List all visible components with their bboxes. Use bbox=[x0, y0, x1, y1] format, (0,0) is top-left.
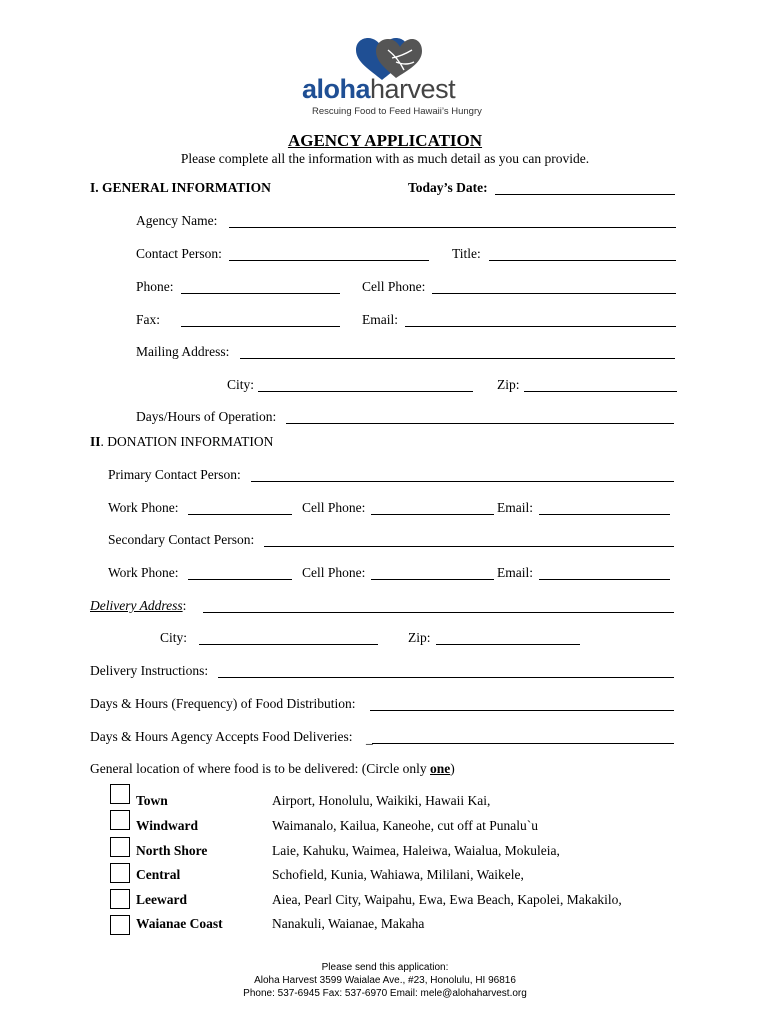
primary-contact-label: Primary Contact Person: bbox=[108, 467, 241, 482]
location-name-leeward: Leeward bbox=[136, 892, 187, 907]
delivery-address-colon: : bbox=[182, 598, 187, 613]
location-name-town: Town bbox=[136, 793, 168, 808]
fax-label: Fax: bbox=[136, 312, 161, 327]
email-field-2[interactable] bbox=[539, 579, 670, 580]
footer-line-3: Phone: 537-6945 Fax: 537-6970 Email: mele@alohaharvest.org bbox=[243, 988, 527, 999]
location-question-post: ) bbox=[450, 761, 455, 776]
mailing-address-field[interactable] bbox=[240, 358, 675, 359]
section2-heading bbox=[90, 434, 273, 450]
email-label-1: Email: bbox=[497, 500, 533, 515]
accepts-deliveries-field[interactable] bbox=[372, 743, 674, 744]
location-areas-north-shore: Laie, Kahuku, Waimea, Haleiwa, Waialua, Mokuleia, bbox=[272, 843, 560, 858]
delivery-address-text: Delivery Address bbox=[90, 598, 183, 613]
location-name-windward: Windward bbox=[136, 818, 199, 833]
days-hours-field[interactable] bbox=[286, 423, 674, 424]
cell-phone-field[interactable] bbox=[432, 293, 676, 294]
frequency-label: Days & Hours (Frequency) of Food Distribution: bbox=[90, 696, 356, 711]
delivery-zip-field[interactable] bbox=[436, 644, 580, 645]
brand-harvest: harvest bbox=[370, 74, 456, 104]
zip-label: Zip: bbox=[497, 377, 520, 392]
location-checkbox-central[interactable] bbox=[110, 863, 130, 883]
city-field[interactable] bbox=[258, 391, 473, 392]
location-checkbox-town[interactable] bbox=[110, 784, 130, 804]
delivery-zip-label: Zip: bbox=[408, 630, 431, 645]
location-areas-waianae-coast: Nanakuli, Waianae, Makaha bbox=[272, 916, 425, 931]
section2-heading-num: II bbox=[90, 434, 101, 449]
location-areas-town: Airport, Honolulu, Waikiki, Hawaii Kai, bbox=[272, 793, 491, 808]
mailing-address-label: Mailing Address: bbox=[136, 344, 230, 359]
delivery-address-field[interactable] bbox=[203, 612, 674, 613]
agency-name-field[interactable] bbox=[229, 227, 676, 228]
page-subtitle: Please complete all the information with as much detail as you can provide. bbox=[180, 151, 590, 166]
location-checkbox-windward[interactable] bbox=[110, 810, 130, 830]
phone-label: Phone: bbox=[136, 279, 174, 294]
brand-aloha: aloha bbox=[302, 74, 371, 104]
delivery-instructions-field[interactable] bbox=[218, 677, 674, 678]
secondary-contact-label: Secondary Contact Person: bbox=[108, 532, 255, 547]
work-phone-field-2[interactable] bbox=[188, 579, 292, 580]
location-areas-windward: Waimanalo, Kailua, Kaneohe, cut off at Punalu`u bbox=[272, 818, 538, 833]
agency-name-label: Agency Name: bbox=[136, 213, 218, 228]
contact-person-label: Contact Person: bbox=[136, 246, 222, 261]
delivery-city-label: City: bbox=[160, 630, 188, 645]
todays-date-field[interactable] bbox=[495, 194, 675, 195]
title-field[interactable] bbox=[489, 260, 676, 261]
delivery-address-label bbox=[90, 598, 186, 614]
accepts-deliveries-label: Days & Hours Agency Accepts Food Deliveries: bbox=[90, 729, 353, 744]
primary-contact-field[interactable] bbox=[251, 481, 674, 482]
email-label: Email: bbox=[362, 312, 398, 327]
cell-phone-field-2[interactable] bbox=[371, 579, 494, 580]
secondary-contact-field[interactable] bbox=[264, 546, 674, 547]
section2-heading-dot: . DONATION INFORMATION bbox=[100, 434, 274, 449]
location-name-waianae-coast: Waianae Coast bbox=[136, 916, 223, 931]
section1-heading: I. GENERAL INFORMATION bbox=[90, 180, 271, 195]
location-checkbox-waianae-coast[interactable] bbox=[110, 915, 130, 935]
location-name-north-shore: North Shore bbox=[136, 843, 208, 858]
frequency-field[interactable] bbox=[370, 710, 674, 711]
cell-phone-field-1[interactable] bbox=[371, 514, 494, 515]
email-field[interactable] bbox=[405, 326, 676, 327]
cell-phone-label-1: Cell Phone: bbox=[302, 500, 366, 515]
email-label-2: Email: bbox=[497, 565, 533, 580]
accepts-deliveries-mark: _ bbox=[366, 731, 373, 746]
days-hours-label: Days/Hours of Operation: bbox=[136, 409, 277, 424]
work-phone-label-1: Work Phone: bbox=[108, 500, 179, 515]
phone-field[interactable] bbox=[181, 293, 340, 294]
footer-line-1: Please send this application: bbox=[321, 962, 449, 973]
cell-phone-label-2: Cell Phone: bbox=[302, 565, 366, 580]
city-label: City: bbox=[227, 377, 255, 392]
location-areas-leeward: Aiea, Pearl City, Waipahu, Ewa, Ewa Beach, Kapolei, Makakilo, bbox=[272, 892, 622, 907]
title-label: Title: bbox=[452, 246, 481, 261]
brand-tagline: Rescuing Food to Feed Hawaii’s Hungry bbox=[312, 106, 482, 117]
location-name-central: Central bbox=[136, 867, 181, 882]
fax-field[interactable] bbox=[181, 326, 340, 327]
todays-date-label: Today’s Date: bbox=[408, 180, 488, 195]
location-question-one: one bbox=[430, 761, 451, 776]
footer-line-2: Aloha Harvest 3599 Waialae Ave., #23, Honolulu, HI 96816 bbox=[254, 975, 516, 986]
email-field-1[interactable] bbox=[539, 514, 670, 515]
contact-person-field[interactable] bbox=[229, 260, 429, 261]
work-phone-label-2: Work Phone: bbox=[108, 565, 179, 580]
page-title: AGENCY APPLICATION bbox=[287, 131, 483, 150]
work-phone-field-1[interactable] bbox=[188, 514, 292, 515]
zip-field[interactable] bbox=[524, 391, 677, 392]
delivery-city-field[interactable] bbox=[199, 644, 378, 645]
location-question bbox=[90, 761, 455, 777]
location-areas-central: Schofield, Kunia, Wahiawa, Mililani, Waikele, bbox=[272, 867, 524, 882]
location-checkbox-north-shore[interactable] bbox=[110, 837, 130, 857]
cell-phone-label: Cell Phone: bbox=[362, 279, 426, 294]
brand-logo bbox=[302, 74, 455, 105]
location-checkbox-leeward[interactable] bbox=[110, 889, 130, 909]
location-question-pre: General location of where food is to be delivered: (Circle only bbox=[90, 761, 431, 776]
delivery-instructions-label: Delivery Instructions: bbox=[90, 663, 209, 678]
